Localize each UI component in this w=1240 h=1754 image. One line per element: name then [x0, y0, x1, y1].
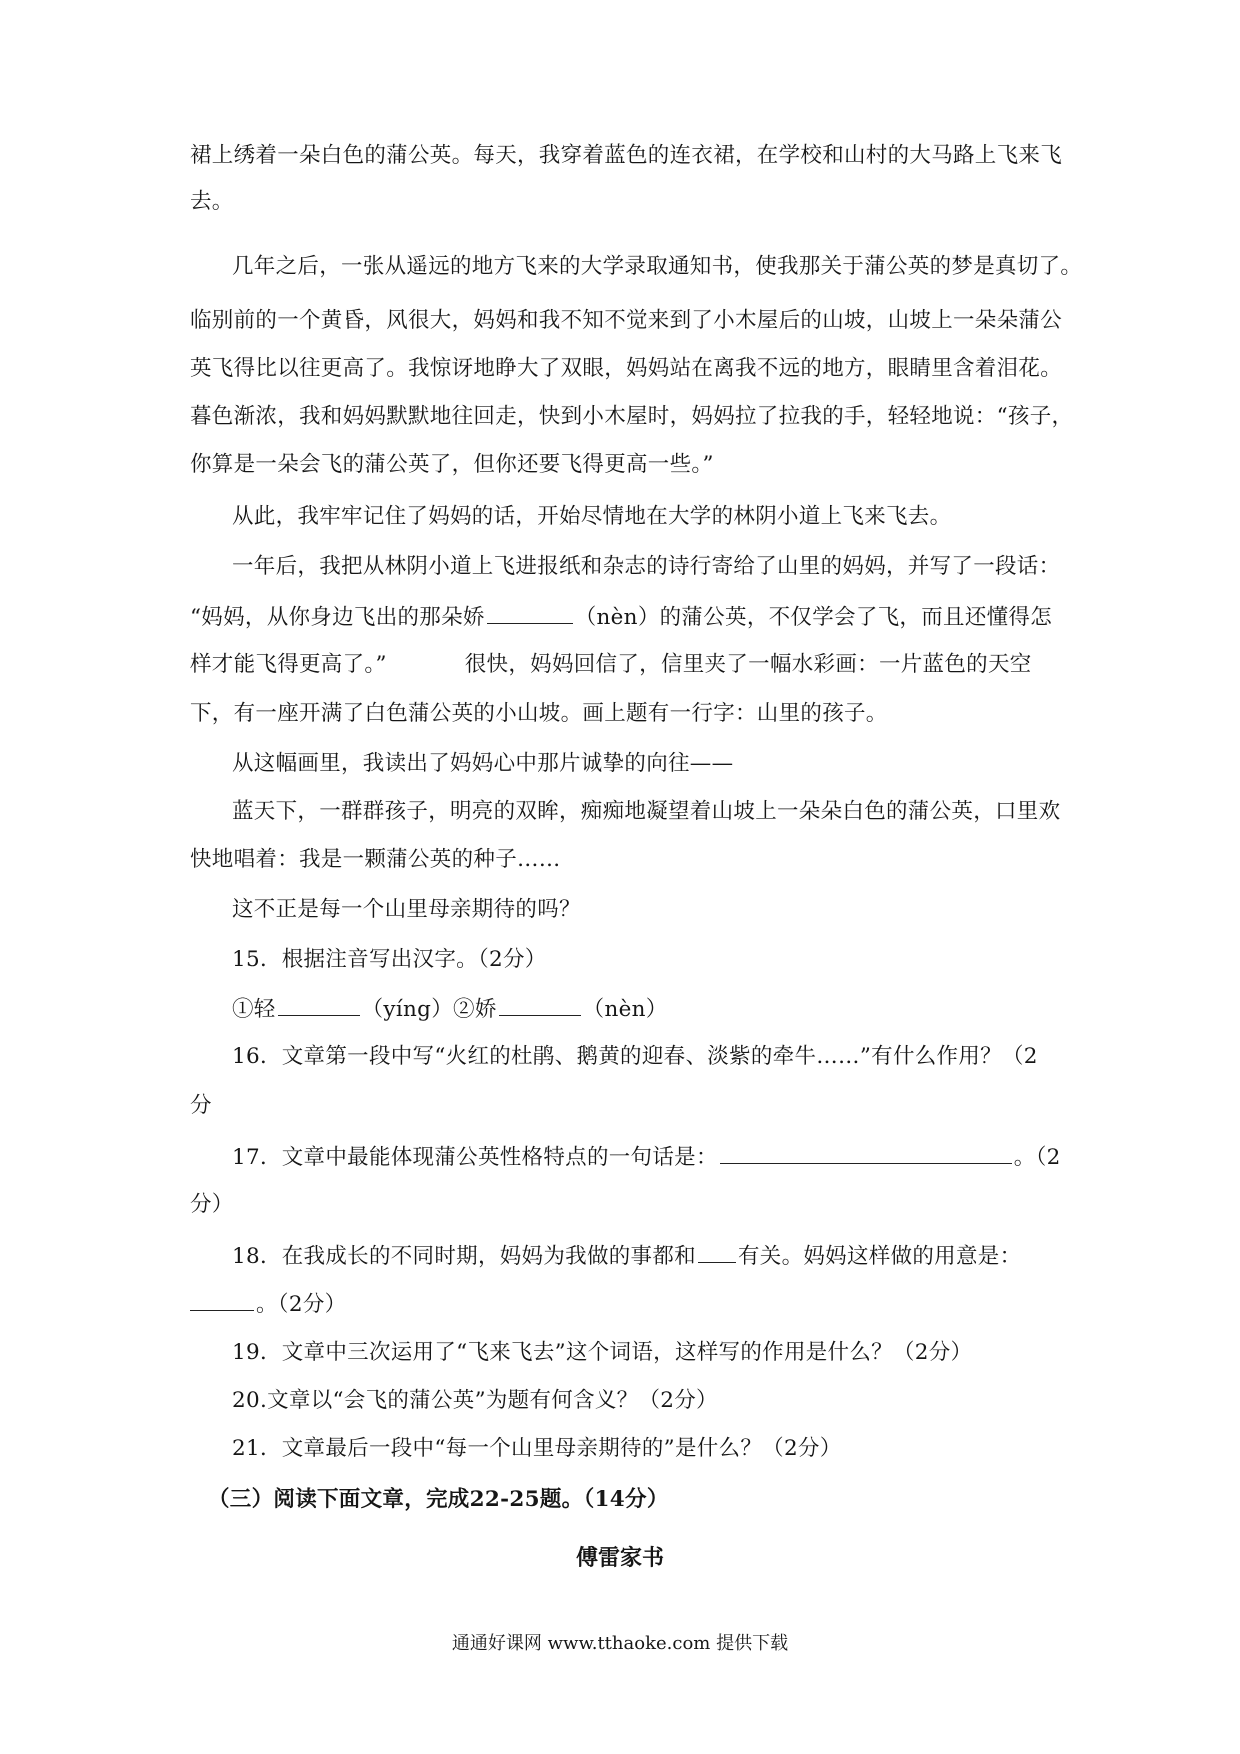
passage-line: 去。 [190, 189, 234, 214]
answer-blank[interactable] [698, 1240, 736, 1263]
passage-line: 暮色渐浓，我和妈妈默默地往回走，快到小木屋时，妈妈拉了拉我的手，轻轻地说：“孩子， [190, 404, 1074, 429]
passage-line: 一年后，我把从林阴小道上飞进报纸和杂志的诗行寄给了山里的妈妈，并写了一段话： [232, 554, 1061, 579]
question-16-cont: 分 [190, 1093, 212, 1118]
answer-blank[interactable] [499, 993, 581, 1016]
passage-line: 英飞得比以往更高了。我惊讶地睁大了双眼，妈妈站在离我不远的地方，眼睛里含着泪花。 [190, 356, 1063, 381]
passage-line [190, 601, 1052, 633]
question-text: （nèn） [582, 997, 668, 1022]
passage-line: 快地唱着：我是一颗蒲公英的种子…… [190, 847, 561, 872]
passage-line: 从此，我牢牢记住了妈妈的话，开始尽情地在大学的林阴小道上飞来飞去。 [232, 504, 952, 529]
answer-blank[interactable] [278, 993, 360, 1016]
question-text: （yíng）②娇 [361, 997, 497, 1022]
page-footer: 通通好课网 www.tthaoke.com 提供下载 [451, 1633, 789, 1654]
question-15: 15．根据注音写出汉字。（2分） [232, 947, 547, 972]
question-18 [232, 1240, 1021, 1272]
question-text: 18．在我成长的不同时期，妈妈为我做的事都和 [232, 1244, 696, 1269]
question-text: 。（2分） [256, 1292, 347, 1317]
answer-blank[interactable] [720, 1141, 1012, 1164]
section-heading: （三）阅读下面文章，完成22-25题。（14分） [208, 1487, 669, 1512]
question-text: ①轻 [232, 997, 276, 1022]
passage-line: 下，有一座开满了白色蒲公英的小山坡。画上题有一行字：山里的孩子。 [190, 701, 888, 726]
article-title: 傅雷家书 [575, 1545, 664, 1571]
question-text: 17．文章中最能体现蒲公英性格特点的一句话是： [232, 1145, 718, 1170]
question-19: 19．文章中三次运用了“飞来飞去”这个词语，这样写的作用是什么？（2分） [232, 1340, 973, 1365]
passage-text: 很快，妈妈回信了，信里夹了一幅水彩画：一片蓝色的天空 [464, 652, 1032, 677]
passage-text: （nèn）的蒲公英，不仅学会了飞，而且还懂得怎 [574, 605, 1053, 630]
passage-line: 裙上绣着一朵白色的蒲公英。每天，我穿着蓝色的连衣裙，在学校和山村的大马路上飞来飞 [190, 143, 1063, 168]
passage-line: 这不正是每一个山里母亲期待的吗？ [232, 897, 581, 922]
question-20: 20.文章以“会飞的蒲公英”为题有何含义？（2分） [232, 1388, 718, 1413]
question-17 [232, 1141, 1061, 1173]
question-text: 。（2 [1013, 1145, 1061, 1170]
question-18-cont [190, 1288, 346, 1320]
passage-line: 你算是一朵会飞的蒲公英了，但你还要飞得更高一些。” [190, 452, 714, 477]
passage-line: 临别前的一个黄昏，风很大，妈妈和我不知不觉来到了小木屋后的山坡，山坡上一朵朵蒲公 [190, 308, 1063, 333]
question-16: 16．文章第一段中写“火红的杜鹃、鹅黄的迎春、淡紫的牵牛……”有什么作用？（2 [232, 1044, 1038, 1069]
answer-blank[interactable] [190, 1288, 254, 1311]
passage-line: 蓝天下，一群群孩子，明亮的双眸，痴痴地凝望着山坡上一朵朵白色的蒲公英，口里欢 [232, 799, 1061, 824]
question-17-cont: 分） [190, 1192, 234, 1217]
passage-line: 从这幅画里，我读出了妈妈心中那片诚挚的向往—— [232, 751, 734, 776]
passage-line: 几年之后，一张从遥远的地方飞来的大学录取通知书，使我那关于蒲公英的梦是真切了。 [232, 254, 1083, 279]
passage-text: 样才能飞得更高了。” [190, 652, 387, 677]
fill-blank [487, 601, 573, 624]
question-21: 21．文章最后一段中“每一个山里母亲期待的”是什么？（2分） [232, 1436, 842, 1461]
passage-text: “妈妈，从你身边飞出的那朵娇 [190, 605, 485, 630]
question-text: 有关。妈妈这样做的用意是： [737, 1244, 1022, 1269]
passage-line [190, 650, 1032, 680]
question-15-answers [232, 993, 668, 1025]
